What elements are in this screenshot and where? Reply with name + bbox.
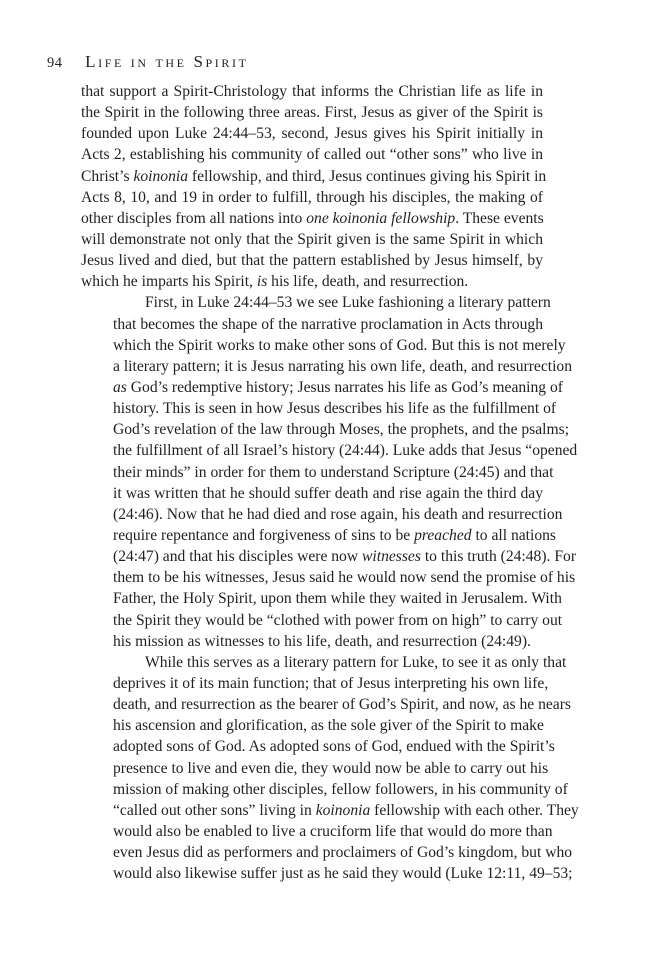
text-line: history. This is seen in how Jesus describes his life as the fulfillment of (113, 400, 557, 418)
text-line: God’s revelation of the law through Moses, the prophets, and the psalms; (113, 421, 570, 439)
paragraph-3 (81, 652, 579, 885)
text-line: that becomes the shape of the narrative proclamation in Acts through (113, 315, 543, 333)
text-line: Acts 2, establishing his community of called out “other sons” who live in (81, 146, 543, 164)
text-line: his mission as witnesses to his life, death, and resurrection (24:49). (113, 632, 531, 650)
text-line: require repentance and forgiveness of sins to be preached to all nations (113, 526, 557, 544)
text-line: their minds” in order for them to understand Scripture (24:45) and that (113, 463, 554, 481)
text-line: which he imparts his Spirit, is his life, death, and resurrection. (81, 273, 469, 291)
text-line: First, in Luke 24:44–53 we see Luke fashioning a literary pattern (145, 294, 551, 312)
text-line: death, and resurrection as the bearer of God’s Spirit, and now, as he nears (113, 696, 571, 714)
text-line: Father, the Holy Spirit, upon them while they waited in Jerusalem. With (113, 590, 562, 608)
body-text (81, 81, 579, 884)
text-line: as God’s redemptive history; Jesus narrates his life as God’s meaning of (113, 378, 563, 396)
text-line: While this serves as a literary pattern for Luke, to see it as only that (145, 653, 567, 671)
text-line: Acts 8, 10, and 19 in order to fulfill, through his disciples, the making of (81, 188, 543, 206)
text-line: even Jesus did as performers and proclaimers of God’s kingdom, but who (113, 844, 573, 862)
text-line: that support a Spirit-Christology that informs the Christian life as life in (81, 83, 543, 100)
text-line: Jesus lived and died, but that the pattern established by Jesus himself, by (81, 252, 543, 270)
text-line: founded upon Luke 24:44–53, second, Jesus gives his Spirit initially in (81, 125, 543, 143)
running-head (47, 52, 249, 72)
text-line: presence to live and even die, they would now be able to carry out his (113, 759, 549, 777)
page-number: 94 (47, 55, 63, 71)
text-line: the fulfillment of all Israel’s history (24:44). Luke adds that Jesus “opened (113, 442, 578, 460)
text-line: the Spirit they would be “clothed with power from on high” to carry out (113, 611, 563, 629)
text-line: “called out other sons” living in koinonia fellowship with each other. They (113, 801, 579, 819)
text-line: would also likewise suffer just as he said they would (Luke 12:11, 49–53; (113, 865, 573, 883)
text-line: a literary pattern; it is Jesus narrating his own life, death, and resurrection (113, 357, 573, 375)
text-line: the Spirit in the following three areas. First, Jesus as giver of the Spirit is (81, 104, 543, 122)
text-line: mission of making other disciples, fellow followers, in his community of (113, 780, 568, 798)
running-title: Life in the Spirit (85, 52, 249, 71)
text-line: his ascension and glorification, as the sole giver of the Spirit to make (113, 717, 544, 735)
text-line: adopted sons of God. As adopted sons of God, endued with the Spirit’s (113, 738, 555, 756)
text-line: Christ’s koinonia fellowship, and third, Jesus continues giving his Spirit in (81, 167, 547, 185)
text-line: would also be enabled to live a cruciform life that would do more than (113, 822, 553, 840)
text-line: will demonstrate not only that the Spirit given is the same Spirit in which (81, 230, 543, 248)
text-line: them to be his witnesses, Jesus said he would now send the promise of his (113, 569, 576, 587)
paragraph-2 (81, 292, 578, 651)
text-line: (24:47) and that his disciples were now witnesses to this truth (24:48). For (113, 548, 577, 566)
text-line: (24:46). Now that he had died and rose again, his death and resurrection (113, 505, 563, 523)
text-line: which the Spirit works to make other sons of God. But this is not merely (113, 336, 566, 354)
paragraph-1 (81, 81, 547, 292)
text-line: other disciples from all nations into one koinonia fellowship. These events (81, 209, 544, 227)
text-line: deprives it of its main function; that of Jesus interpreting his own life, (113, 674, 549, 692)
text-line: it was written that he should suffer death and rise again the third day (113, 484, 543, 502)
